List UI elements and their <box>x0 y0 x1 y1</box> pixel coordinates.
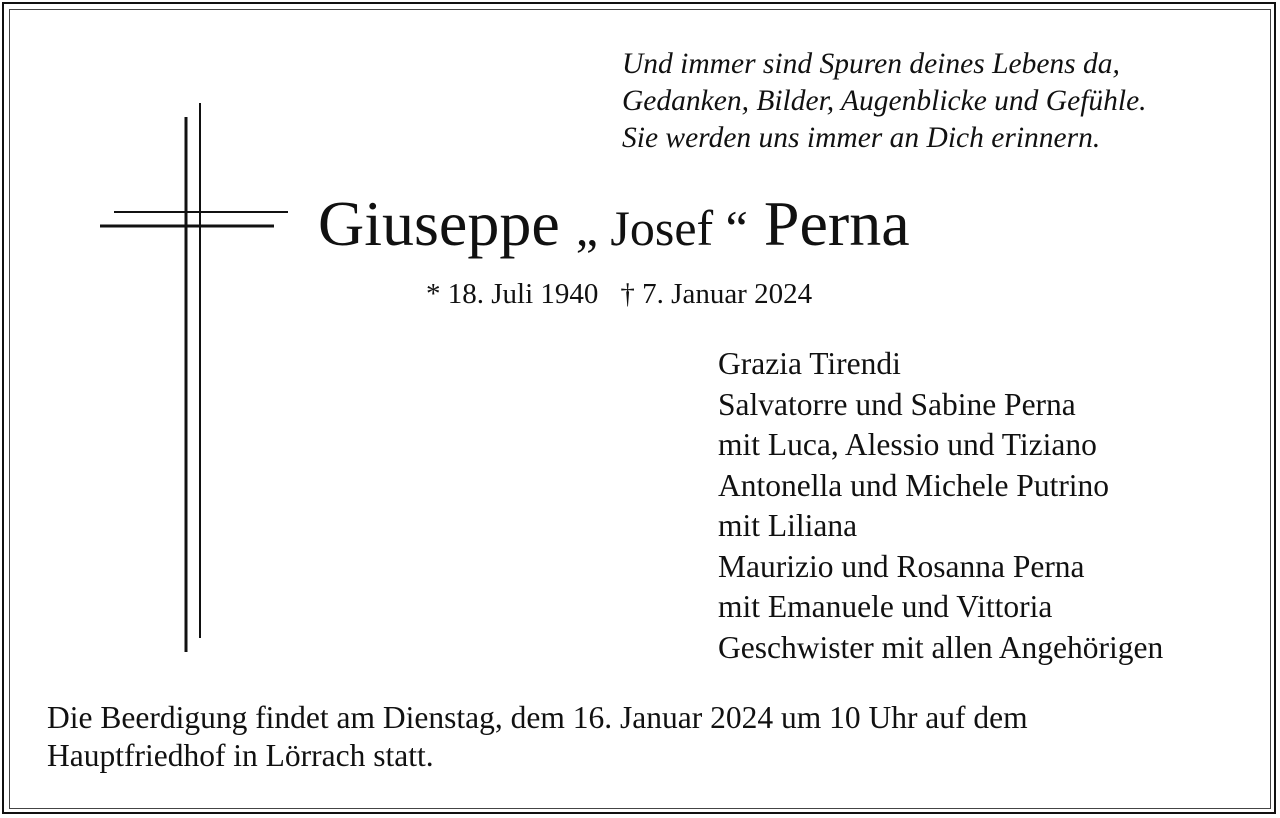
life-dates <box>426 276 812 312</box>
cross-icon <box>0 0 300 670</box>
birth-date: * 18. Juli 1940 <box>426 278 599 310</box>
mourners-list <box>718 344 1163 668</box>
funeral-notice <box>47 699 1028 775</box>
mourner-line: Geschwister mit allen Angehörigen <box>718 629 1164 665</box>
deceased-name <box>318 186 910 266</box>
mourner-line: Maurizio und Rosanna Perna <box>718 548 1085 584</box>
quote-line: Und immer sind Spuren deines Lebens da, <box>622 48 1120 80</box>
mourner-line: Salvatorre und Sabine Perna <box>718 386 1076 422</box>
nickname: „ Josef “ <box>575 200 748 256</box>
death-date: † 7. Januar 2024 <box>620 278 813 310</box>
mourner-line: mit Liliana <box>718 508 858 543</box>
first-name: Giuseppe <box>318 188 560 259</box>
mourner-line: mit Luca, Alessio und Tiziano <box>718 427 1097 462</box>
quote-line: Gedanken, Bilder, Augenblicke und Gefühle. <box>622 85 1147 117</box>
mourner-line: Grazia Tirendi <box>718 346 901 381</box>
mourner-line: Antonella und Michele Putrino <box>718 467 1110 503</box>
memorial-quote <box>622 46 1147 157</box>
mourner-line: mit Emanuele und Vittoria <box>718 589 1053 624</box>
last-name: Perna <box>763 188 910 259</box>
funeral-line: Die Beerdigung findet am Dienstag, dem 16. Januar 2024 um 10 Uhr auf dem <box>47 700 1028 735</box>
quote-line: Sie werden uns immer an Dich erinnern. <box>622 122 1101 154</box>
funeral-line: Hauptfriedhof in Lörrach statt. <box>47 738 434 773</box>
